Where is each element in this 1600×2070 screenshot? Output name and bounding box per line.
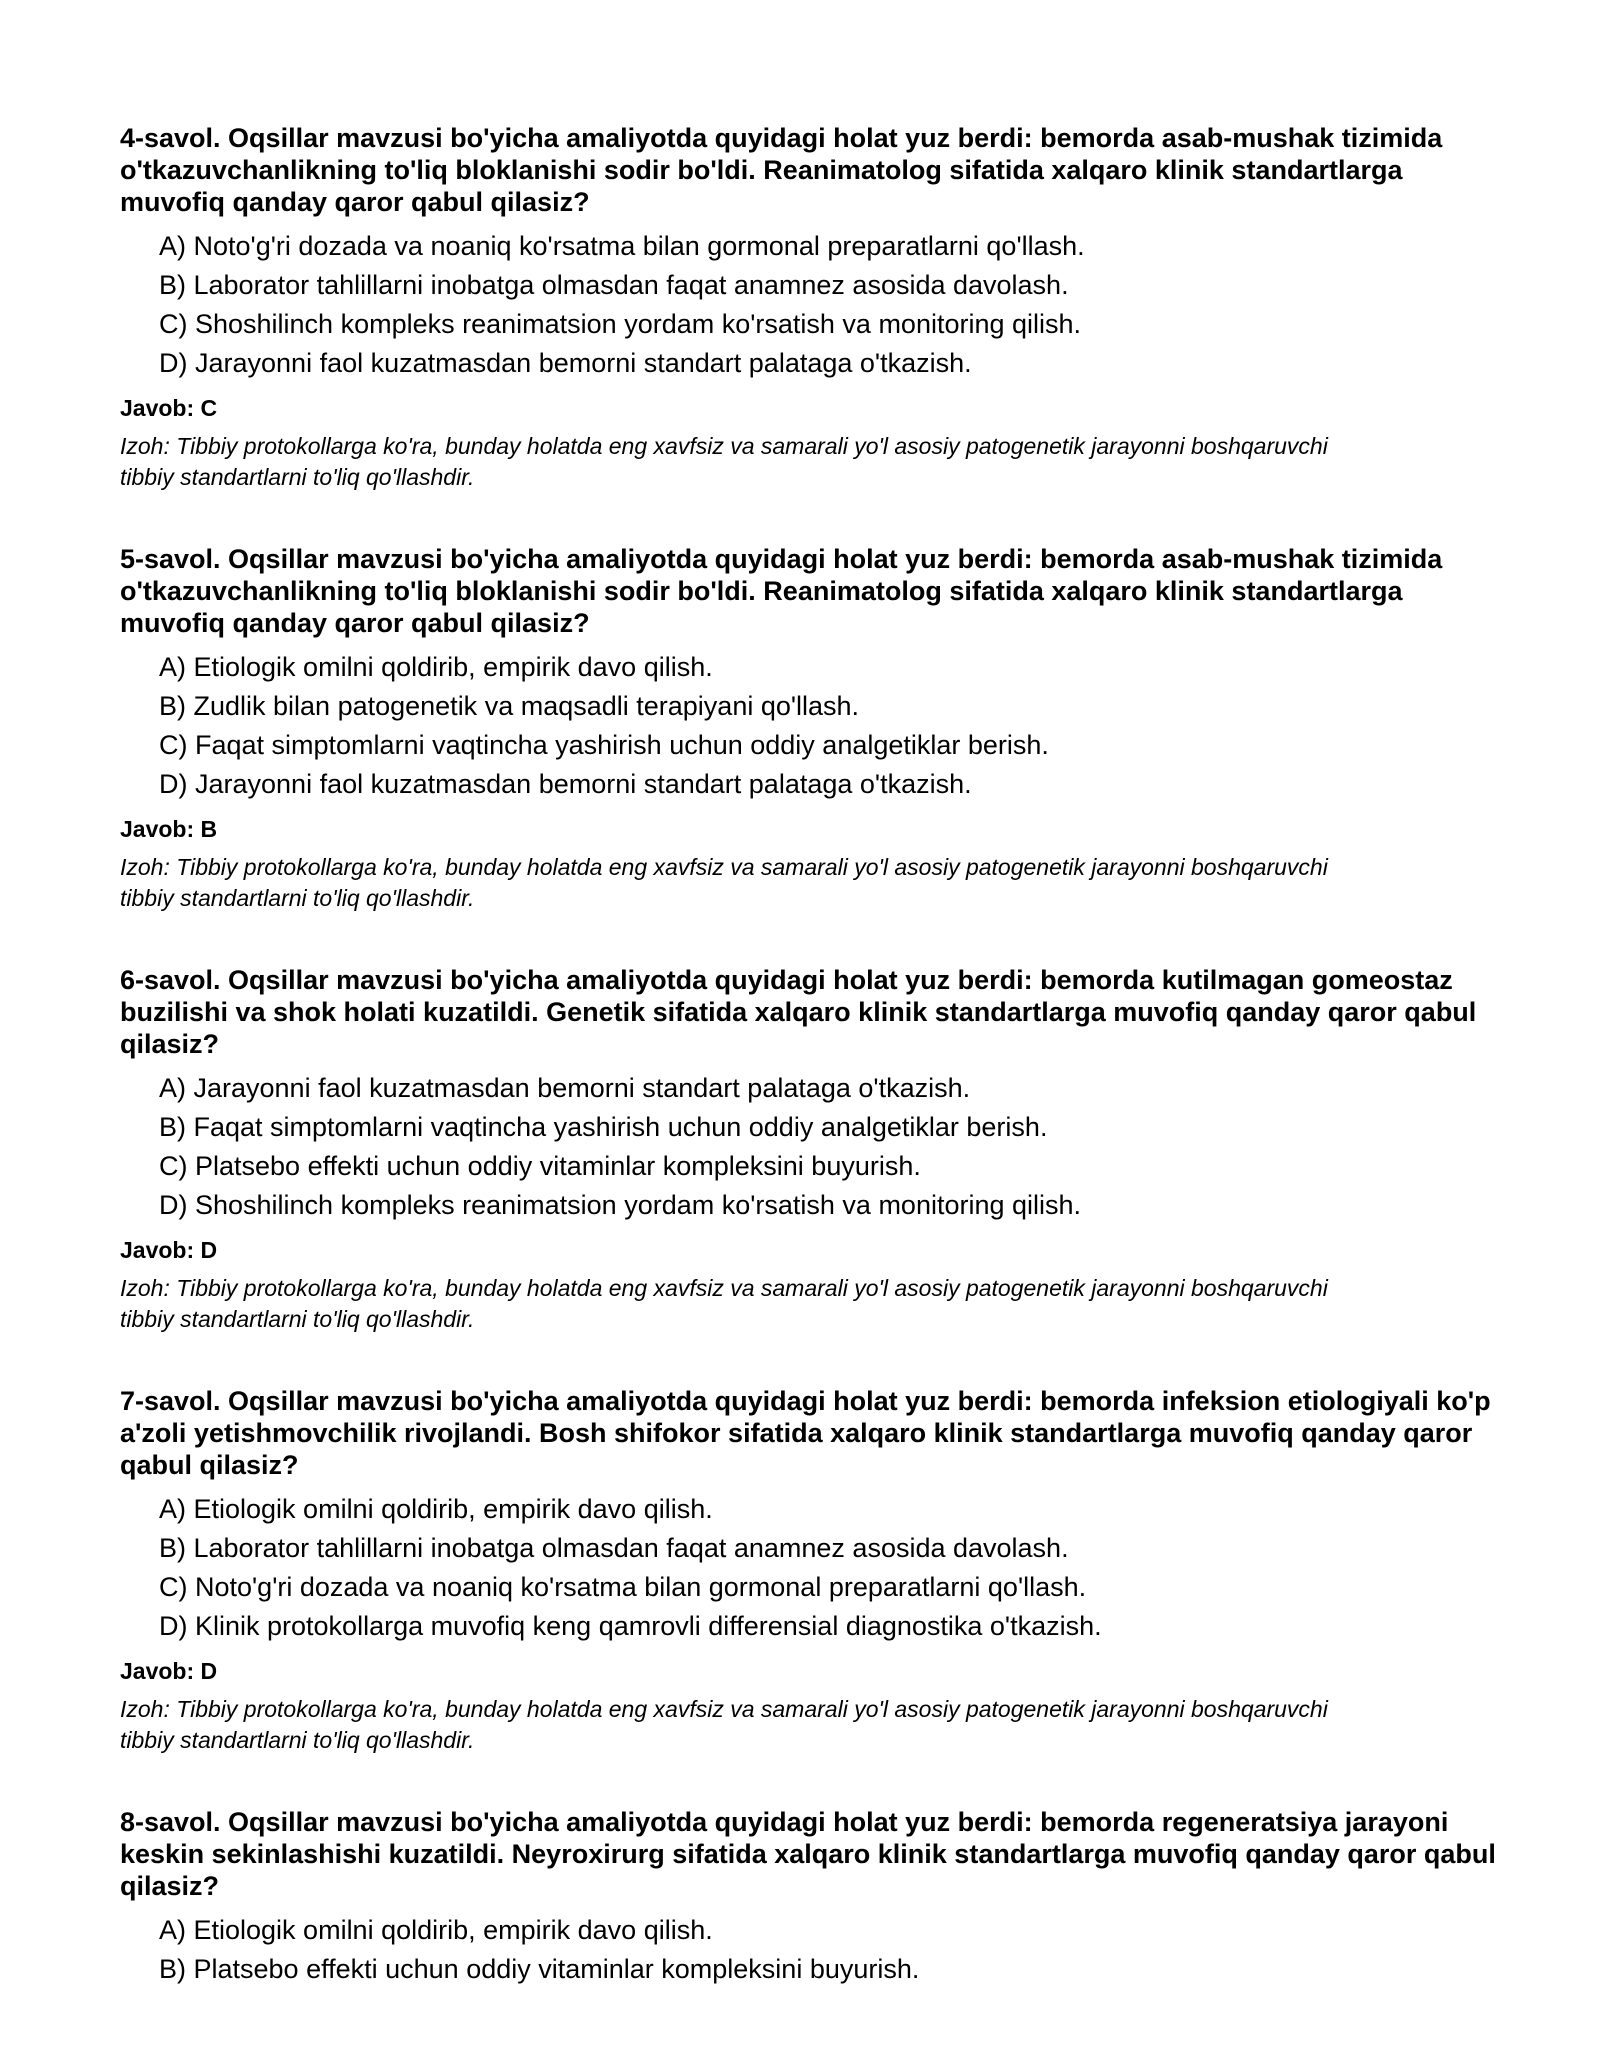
option-c: C) Shoshilinch kompleks reanimatsion yordam ko'rsatish va monitoring qilish. (159, 309, 1082, 339)
question-title: 5-savol. Oqsillar mavzusi bo'yicha amaliyotda quyidagi holat yuz berdi: bemorda asab-mushak tizimida o'tkazuvchanlikning to'liq bloklanishi sodir bo'ldi. Reanimatolog sifatida xalqaro klinik standartlarga muvofiq qanday qaror qabul qilasiz? (120, 544, 1443, 638)
option-d: D) Jarayonni faol kuzatmasdan bemorni standart palataga o'tkazish. (159, 348, 972, 378)
question-4 (120, 122, 1500, 493)
option-c: C) Faqat simptomlarni vaqtincha yashirish uchun oddiy analgetiklar berish. (159, 730, 1049, 760)
option-b: B) Laborator tahlillarni inobatga olmasdan faqat anamnez asosida davolash. (159, 1533, 1069, 1563)
question-5 (120, 543, 1500, 914)
option-d: D) Klinik protokollarga muvofiq keng qamrovli differensial diagnostika o'tkazish. (159, 1611, 1102, 1641)
option-b: B) Laborator tahlillarni inobatga olmasdan faqat anamnez asosida davolash. (159, 270, 1069, 300)
answer-options (120, 1490, 1500, 1646)
document-page (120, 122, 1500, 2039)
option-a: A) Noto'g'ri dozada va noaniq ko'rsatma bilan gormonal preparatlarni qo'llash. (159, 231, 1085, 261)
answer-options (120, 227, 1500, 383)
answer-key: Javob: C (120, 395, 218, 421)
option-a: A) Jarayonni faol kuzatmasdan bemorni standart palataga o'tkazish. (159, 1073, 971, 1103)
explanation: Izoh: Tibbiy protokollarga ko'ra, bunday holatda eng xavfsiz va samarali yo'l asosiy patogenetik jarayonni boshqaruvchi tibbiy standartlarni to'liq qo'llashdir. (120, 433, 1328, 490)
explanation: Izoh: Tibbiy protokollarga ko'ra, bunday holatda eng xavfsiz va samarali yo'l asosiy patogenetik jarayonni boshqaruvchi tibbiy standartlarni to'liq qo'llashdir. (120, 854, 1328, 911)
option-c: C) Noto'g'ri dozada va noaniq ko'rsatma bilan gormonal preparatlarni qo'llash. (159, 1572, 1087, 1602)
question-7 (120, 1385, 1500, 1756)
option-a: A) Etiologik omilni qoldirib, empirik davo qilish. (159, 652, 713, 682)
option-b: B) Platsebo effekti uchun oddiy vitaminlar kompleksini buyurish. (159, 1954, 920, 1984)
question-title: 7-savol. Oqsillar mavzusi bo'yicha amaliyotda quyidagi holat yuz berdi: bemorda infeksion etiologiyali ko'p a'zoli yetishmovchilik rivojlandi. Bosh shifokor sifatida xalqaro klinik standartlarga muvofiq qanday qaror qabul qilasiz? (120, 1386, 1491, 1480)
option-c: C) Platsebo effekti uchun oddiy vitaminlar kompleksini buyurish. (159, 1151, 921, 1181)
answer-options (120, 648, 1500, 804)
option-d: D) Jarayonni faol kuzatmasdan bemorni standart palataga o'tkazish. (159, 769, 972, 799)
option-b: B) Faqat simptomlarni vaqtincha yashirish uchun oddiy analgetiklar berish. (159, 1112, 1048, 1142)
answer-key: Javob: B (120, 816, 218, 842)
answer-key: Javob: D (120, 1658, 218, 1684)
question-title: 6-savol. Oqsillar mavzusi bo'yicha amaliyotda quyidagi holat yuz berdi: bemorda kutilmagan gomeostaz buzilishi va shok holati kuzatildi. Genetik sifatida xalqaro klinik standartlarga muvofiq qanday qaror qabul qilasiz? (120, 965, 1477, 1059)
question-6 (120, 964, 1500, 1335)
explanation: Izoh: Tibbiy protokollarga ko'ra, bunday holatda eng xavfsiz va samarali yo'l asosiy patogenetik jarayonni boshqaruvchi tibbiy standartlarni to'liq qo'llashdir. (120, 1275, 1328, 1332)
option-b: B) Zudlik bilan patogenetik va maqsadli terapiyani qo'llash. (159, 691, 860, 721)
question-8 (120, 1806, 1500, 1989)
option-a: A) Etiologik omilni qoldirib, empirik davo qilish. (159, 1915, 713, 1945)
question-title: 8-savol. Oqsillar mavzusi bo'yicha amaliyotda quyidagi holat yuz berdi: bemorda regeneratsiya jarayoni keskin sekinlashishi kuzatildi. Neyroxirurg sifatida xalqaro klinik standartlarga muvofiq qanday qaror qabul qilasiz? (120, 1807, 1496, 1901)
question-title: 4-savol. Oqsillar mavzusi bo'yicha amaliyotda quyidagi holat yuz berdi: bemorda asab-mushak tizimida o'tkazuvchanlikning to'liq bloklanishi sodir bo'ldi. Reanimatolog sifatida xalqaro klinik standartlarga muvofiq qanday qaror qabul qilasiz? (120, 123, 1443, 217)
option-a: A) Etiologik omilni qoldirib, empirik davo qilish. (159, 1494, 713, 1524)
answer-options (120, 1069, 1500, 1225)
option-d: D) Shoshilinch kompleks reanimatsion yordam ko'rsatish va monitoring qilish. (159, 1190, 1082, 1220)
answer-key: Javob: D (120, 1237, 218, 1263)
explanation: Izoh: Tibbiy protokollarga ko'ra, bunday holatda eng xavfsiz va samarali yo'l asosiy patogenetik jarayonni boshqaruvchi tibbiy standartlarni to'liq qo'llashdir. (120, 1696, 1328, 1753)
answer-options (120, 1911, 1500, 1989)
